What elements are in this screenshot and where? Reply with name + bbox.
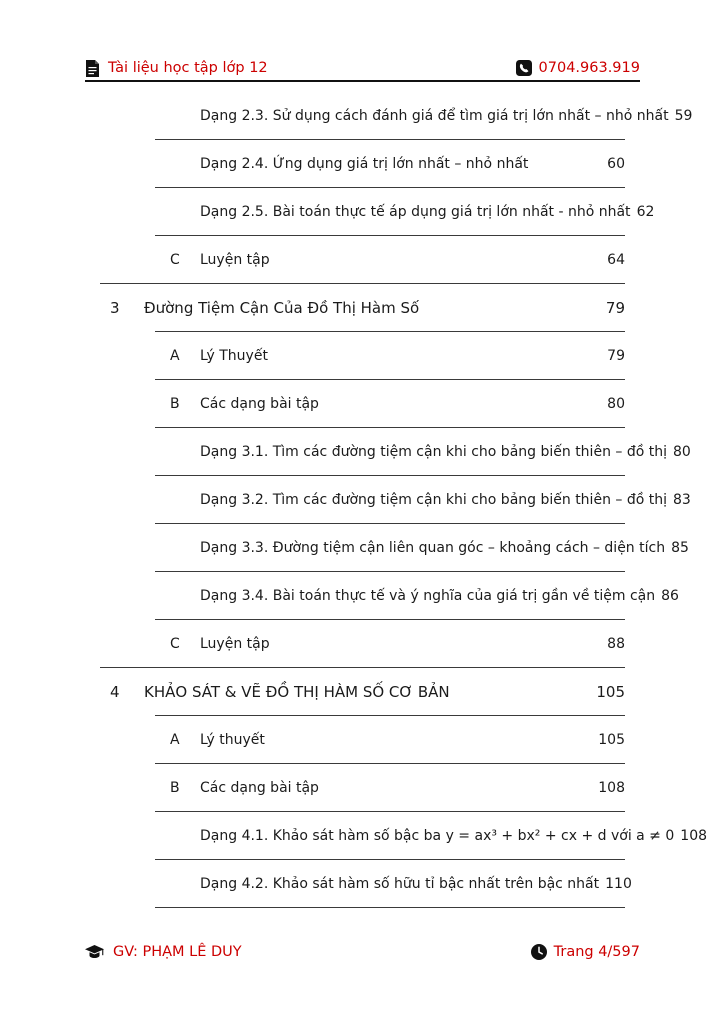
toc-page-number: 83 [673, 491, 691, 508]
toc-page-number: 108 [598, 779, 625, 796]
toc-label: Dạng 3.4. Bài toán thực tế và ý nghĩa của giá trị gần về tiệm cận [200, 587, 656, 604]
toc-page-number: 62 [636, 203, 655, 220]
toc-label: Lý Thuyết [200, 347, 268, 364]
toc-row[interactable] [100, 620, 625, 667]
toc-row[interactable] [100, 716, 625, 763]
toc-label: Các dạng bài tập [200, 395, 319, 412]
header-rule [85, 80, 640, 82]
toc-label: Dạng 3.2. Tìm các đường tiệm cận khi cho bảng biến thiên – đồ thị [200, 491, 667, 508]
toc-marker: 3 [110, 298, 120, 317]
toc-page-number: 86 [661, 587, 679, 604]
toc-label: Luyện tập [200, 635, 270, 652]
toc-row[interactable] [100, 188, 655, 235]
page-header [85, 56, 640, 80]
toc-marker: A [170, 347, 180, 364]
toc-label: Dạng 3.3. Đường tiệm cận liên quan góc – khoảng cách – diện tích [200, 539, 666, 556]
clock-icon [531, 944, 547, 960]
toc-label: Các dạng bài tập [200, 779, 319, 796]
page-indicator: Trang 4/597 [553, 944, 640, 960]
teacher-name: GV: PHẠM LÊ DUY [113, 944, 242, 960]
toc-row[interactable] [100, 380, 625, 427]
table-of-contents [100, 92, 708, 908]
toc-marker: C [170, 251, 180, 268]
toc-row[interactable] [100, 428, 691, 475]
toc-page-number: 105 [596, 682, 625, 701]
toc-page-number: 60 [607, 155, 625, 172]
toc-label: Đường Tiệm Cận Của Đồ Thị Hàm Số [144, 298, 420, 317]
toc-row[interactable] [100, 92, 693, 139]
toc-page-number: 79 [607, 347, 625, 364]
toc-label: Lý thuyết [200, 731, 265, 748]
page-footer [85, 940, 640, 964]
toc-page-number: 79 [605, 298, 625, 317]
toc-row[interactable] [100, 236, 625, 283]
toc-row[interactable] [100, 812, 708, 859]
toc-page-number: 108 [680, 827, 708, 844]
toc-label: Dạng 3.1. Tìm các đường tiệm cận khi cho bảng biến thiên – đồ thị [200, 443, 667, 460]
toc-row[interactable] [100, 524, 689, 571]
toc-page-number: 105 [598, 731, 625, 748]
toc-label: KHẢO SÁT & VẼ ĐỒ THỊ HÀM SỐ CƠ BẢN [144, 682, 450, 701]
toc-page-number: 88 [607, 635, 625, 652]
toc-row[interactable] [100, 860, 632, 907]
toc-label: Dạng 4.2. Khảo sát hàm số hữu tỉ bậc nhất trên bậc nhất [200, 875, 600, 892]
toc-page-number: 64 [607, 251, 625, 268]
toc-marker: C [170, 635, 180, 652]
toc-label: Dạng 2.4. Ứng dụng giá trị lớn nhất – nhỏ nhất [200, 155, 529, 172]
toc-page-number: 110 [605, 875, 632, 892]
toc-row[interactable] [100, 284, 625, 331]
document-icon [85, 60, 100, 77]
phone-icon [516, 60, 532, 76]
graduation-cap-icon [85, 945, 104, 960]
document-title: Tài liệu học tập lớp 12 [108, 60, 268, 76]
toc-page-number: 80 [607, 395, 625, 412]
toc-label: Dạng 4.1. Khảo sát hàm số bậc ba y = ax³ + bx² + cx + d với a ≠ 0 [200, 827, 675, 844]
toc-page-number: 80 [673, 443, 691, 460]
toc-row[interactable] [100, 764, 625, 811]
toc-row[interactable] [100, 572, 679, 619]
toc-row[interactable] [100, 332, 625, 379]
toc-row[interactable] [100, 476, 691, 523]
toc-row[interactable] [100, 140, 625, 187]
toc-marker: A [170, 731, 180, 748]
toc-label: Dạng 2.3. Sử dụng cách đánh giá để tìm giá trị lớn nhất – nhỏ nhất [200, 107, 669, 124]
toc-page-number: 85 [671, 539, 689, 556]
toc-row[interactable] [100, 668, 625, 715]
toc-label: Luyện tập [200, 251, 270, 268]
toc-marker: 4 [110, 682, 120, 701]
divider-line [155, 907, 625, 908]
toc-marker: B [170, 395, 180, 412]
toc-page-number: 59 [674, 107, 693, 124]
phone-number: 0704.963.919 [538, 60, 640, 76]
toc-marker: B [170, 779, 180, 796]
toc-label: Dạng 2.5. Bài toán thực tế áp dụng giá trị lớn nhất - nhỏ nhất [200, 203, 631, 220]
